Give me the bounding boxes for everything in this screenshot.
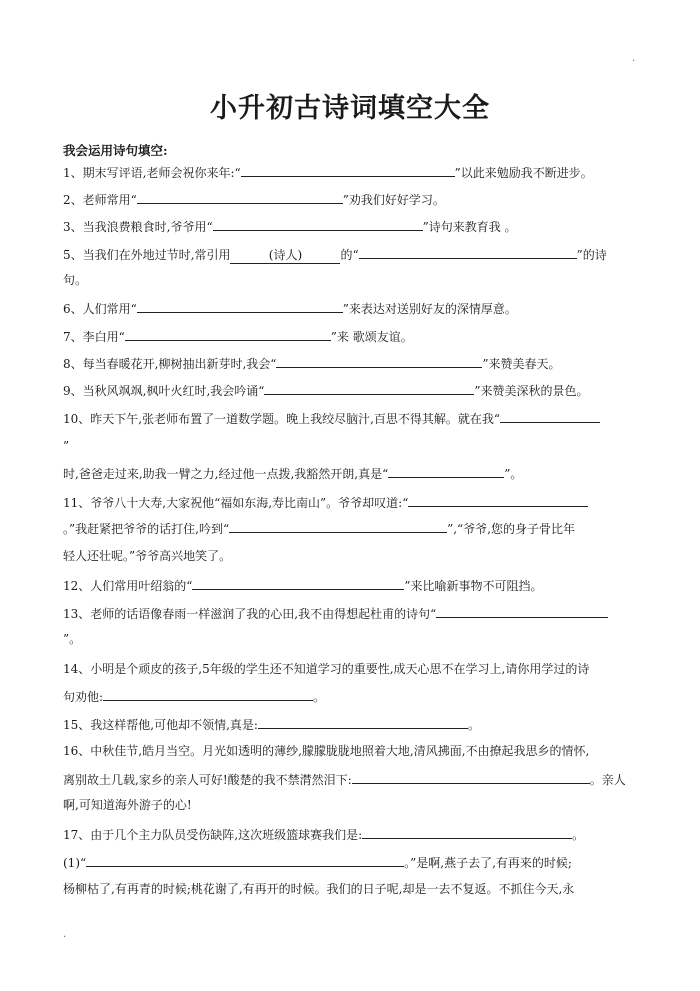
answer-blank[interactable] <box>264 382 474 395</box>
answer-blank[interactable] <box>258 716 468 729</box>
page-title: 小升初古诗词填空大全 <box>210 93 490 124</box>
answer-blank[interactable] <box>213 218 423 231</box>
answer-blank[interactable] <box>276 355 482 368</box>
question-16-end: 啊,可知道海外游子的心! <box>63 798 192 812</box>
corner-mark: · <box>632 56 636 67</box>
answer-blank[interactable] <box>362 826 572 839</box>
question-5-cont: 句。 <box>63 273 88 287</box>
answer-blank[interactable] <box>103 688 313 701</box>
question-16: 16、中秋佳节,皓月当空。月光如透明的薄纱,朦朦胧胧地照着大地,清风拂面,不由撩起我思乡的情怀, <box>63 744 590 758</box>
answer-blank[interactable] <box>86 854 404 867</box>
answer-blank[interactable] <box>500 410 600 423</box>
question-15: 15、我这样帮他,可他却不领情,真是: 。 <box>63 718 480 732</box>
answer-blank[interactable] <box>137 300 343 313</box>
answer-blank[interactable] <box>408 494 588 507</box>
answer-blank[interactable] <box>359 246 577 259</box>
question-11: 11、爷爷八十大寿,大家祝他“福如东海,寿比南山”。爷爷却叹道:“ <box>63 494 588 511</box>
corner-mark: · <box>63 932 67 943</box>
question-17-1: (1)“ 。”是啊,燕子去了,有再来的时候; <box>63 856 572 870</box>
question-6: 6、人们常用“ ”来表达对送别好友的深情厚意。 <box>63 302 517 316</box>
question-17-1-cont: 杨柳枯了,有再青的时候;桃花谢了,有再开的时候。我们的日子呢,却是一去不复返。不抓住今天,永 <box>63 882 575 896</box>
question-7: 7、李白用“ ”来 歌颂友谊。 <box>63 330 413 344</box>
answer-blank[interactable] <box>192 577 404 590</box>
question-10-quote: ” <box>63 439 70 453</box>
question-12: 12、人们常用叶绍翁的“ ”来比喻新事物不可阻挡。 <box>63 579 543 593</box>
question-11-end: 轻人还壮呢。”爷爷高兴地笑了。 <box>63 549 232 563</box>
answer-blank[interactable] <box>125 328 331 341</box>
answer-blank[interactable] <box>137 191 343 204</box>
question-10: 10、昨天下午,张老师布置了一道数学题。晚上我绞尽脑汁,百思不得其解。就在我“ <box>63 410 600 427</box>
question-17: 17、由于几个主力队员受伤缺阵,这次班级篮球赛我们是: 。 <box>63 828 585 842</box>
question-11-cont: 。”我赶紧把爷爷的话打住,吟到“ ”,“爷爷,您的身子骨比年 <box>63 522 575 536</box>
section-heading: 我会运用诗句填空: <box>63 143 168 158</box>
answer-blank[interactable] <box>229 520 447 533</box>
answer-blank[interactable] <box>241 164 455 177</box>
answer-blank[interactable] <box>388 465 504 478</box>
answer-blank[interactable] <box>436 605 608 618</box>
question-10-cont: 时,爸爸走过来,助我一臂之力,经过他一点拨,我豁然开朗,真是“ ”。 <box>63 467 523 481</box>
question-16-cont: 离别故土几载,家乡的亲人可好!酸楚的我不禁潸然泪下: 。亲人 <box>63 773 626 787</box>
question-1: 1、期末写评语,老师会祝你来年:“ ”以此来勉励我不断进步。 <box>63 166 593 180</box>
question-13: 13、老师的话语像春雨一样滋润了我的心田,我不由得想起杜甫的诗句“ <box>63 605 608 622</box>
question-5: 5、当我们在外地过节时,常引用 (诗人) 的“ ”的诗 <box>63 248 607 262</box>
question-2: 2、老师常用“ ”劝我们好好学习。 <box>63 193 445 207</box>
question-9: 9、当秋风飒飒,枫叶火红时,我会吟诵“ ”来赞美深秋的景色。 <box>63 384 589 398</box>
question-13-quote: ”。 <box>63 632 82 646</box>
question-8: 8、每当春暖花开,柳树抽出新芽时,我会“ ”来赞美春天。 <box>63 357 561 371</box>
question-14: 14、小明是个顽皮的孩子,5年级的学生还不知道学习的重要性,成天心思不在学习上,请你用学过的诗 <box>63 662 590 676</box>
question-14-cont: 句劝他: 。 <box>63 690 326 704</box>
question-3: 3、当我浪费粮食时,爷爷用“ ”诗句来教育我 。 <box>63 220 517 234</box>
answer-blank[interactable] <box>352 771 590 784</box>
poet-blank[interactable]: (诗人) <box>230 247 340 264</box>
